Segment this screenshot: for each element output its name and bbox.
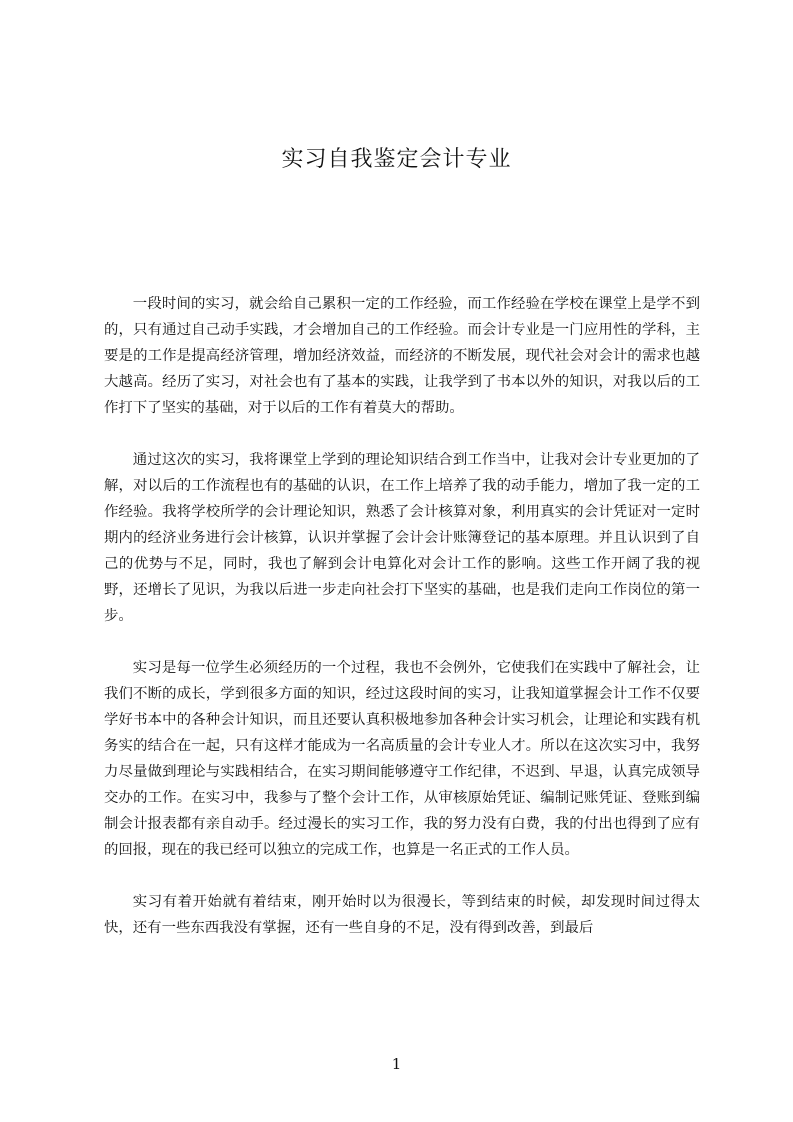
paragraph-2: 通过这次的实习，我将课堂上学到的理论知识结合到工作当中，让我对会计专业更加的了解，对以后的工作流程也有的基础的认识，在工作上培养了我的动手能力，增加了我一定的工作经验。我将学校所学的会计理论知识，熟悉了会计核算对象，利用真实的会计凭证对一定时期内的经济业务进行会计核算，认识并掌握了会计会计账簿登记的基本原理。并且认识到了自己的优势与不足，同时，我也了解到会计电算化对会计工作的影响。这些工作开阔了我的视野，还增长了见识，为我以后进一步走向社会打下坚实的基础，也是我们走向工作岗位的第一步。 xyxy=(104,452,700,624)
paragraph-3: 实习是每一位学生必须经历的一个过程，我也不会例外，它使我们在实践中了解社会，让我们不断的成长，学到很多方面的知识，经过这段时间的实习，让我知道掌握会计工作不仅要学好书本中的各种会计知识，而且还要认真积极地参加各种会计实习机会，让理论和实践有机务实的结合在一起，只有这样才能成为一名高质量的会计专业人才。所以在这次实习中，我努力尽量做到理论与实践相结合，在实习期间能够遵守工作纪律，不迟到、早退，认真完成领导交办的工作。在实习中，我参与了整个会计工作，从审核原始凭证、编制记账凭证、登账到编制会计报表都有亲自动手。经过漫长的实习工作，我的努力没有白费，我的付出也得到了应有的回报，现在的我已经可以独立的完成工作，也算是一名正式的工作人员。 xyxy=(104,660,700,858)
document-body xyxy=(104,291,700,967)
page-title: 实习自我鉴定会计专业 xyxy=(281,147,512,172)
page-number: 1 xyxy=(391,1055,402,1073)
paragraph-1: 一段时间的实习，就会给自己累积一定的工作经验，而工作经验在学校在课堂上是学不到的，只有通过自己动手实践，才会增加自己的工作经验。而会计专业是一门应用性的学科，主要是的工作是提高经济管理，增加经济效益，而经济的不断发展，现代社会对会计的需求也越大越高。经历了实习，对社会也有了基本的实践，让我学到了书本以外的知识，对我以后的工作打下了坚实的基础，对于以后的工作有着莫大的帮助。 xyxy=(104,296,700,416)
paragraph-4: 实习有着开始就有着结束，刚开始时以为很漫长，等到结束的时候，却发现时间过得太快，还有一些东西我没有掌握，还有一些自身的不足，没有得到改善，到最后 xyxy=(104,894,700,936)
